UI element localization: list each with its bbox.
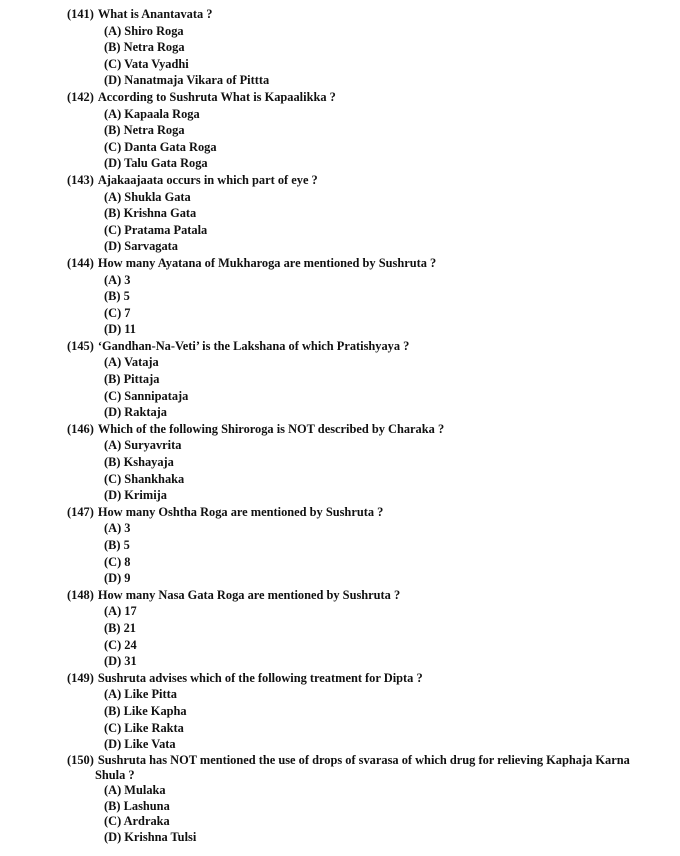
option-b: (B) Kshayaja bbox=[104, 455, 174, 470]
question-text bbox=[67, 753, 640, 783]
question-142 bbox=[0, 89, 680, 172]
question-text bbox=[67, 172, 640, 189]
option-d: (D) Krimija bbox=[104, 488, 167, 503]
question-number: (147) bbox=[67, 504, 94, 519]
option-d: (D) Krishna Tulsi bbox=[104, 829, 197, 844]
question-body: How many Nasa Gata Roga are mentioned by Sushruta ? bbox=[97, 587, 401, 602]
option-b: (B) Netra Roga bbox=[104, 40, 185, 55]
option-c: (C) Shankhaka bbox=[104, 471, 185, 486]
question-sheet bbox=[0, 6, 680, 846]
question-body: Ajakaajaata occurs in which part of eye ? bbox=[97, 172, 318, 187]
question-150 bbox=[0, 753, 680, 846]
question-text bbox=[67, 670, 640, 687]
option-b: (B) Lashuna bbox=[104, 798, 170, 813]
option-a: (A) 3 bbox=[104, 272, 131, 287]
question-145 bbox=[0, 338, 680, 421]
option-d: (D) Raktaja bbox=[104, 405, 167, 420]
question-number: (143) bbox=[67, 172, 94, 187]
option-b: (B) Krishna Gata bbox=[104, 206, 197, 221]
question-text bbox=[67, 587, 640, 604]
option-c: (C) Sannipataja bbox=[104, 388, 189, 403]
question-148 bbox=[0, 587, 680, 670]
question-body: How many Ayatana of Mukharoga are mentioned by Sushruta ? bbox=[97, 255, 437, 270]
option-b: (B) Like Kapha bbox=[104, 703, 187, 718]
option-a: (A) Like Pitta bbox=[104, 687, 177, 702]
option-d: (D) Like Vata bbox=[104, 737, 176, 752]
option-a: (A) 3 bbox=[104, 521, 131, 536]
question-text bbox=[67, 255, 640, 272]
option-c: (C) 8 bbox=[104, 554, 131, 569]
option-d: (D) 9 bbox=[104, 571, 131, 586]
question-141 bbox=[0, 6, 680, 89]
question-text bbox=[67, 421, 640, 438]
question-body: What is Anantavata ? bbox=[97, 7, 213, 21]
question-text bbox=[67, 338, 640, 355]
question-number: (145) bbox=[67, 338, 94, 353]
question-text bbox=[67, 89, 640, 106]
question-body: Which of the following Shiroroga is NOT described by Charaka ? bbox=[97, 421, 445, 436]
question-number: (142) bbox=[67, 89, 94, 104]
question-body: How many Oshtha Roga are mentioned by Sushruta ? bbox=[97, 504, 384, 519]
question-body: According to Sushruta What is Kapaalikka ? bbox=[97, 89, 336, 104]
option-b: (B) 21 bbox=[104, 620, 137, 635]
question-number: (144) bbox=[67, 255, 94, 270]
option-a: (A) Kapaala Roga bbox=[104, 106, 200, 121]
question-147 bbox=[0, 504, 680, 587]
option-a: (A) Suryavrita bbox=[104, 438, 182, 453]
option-d: (D) 11 bbox=[104, 322, 137, 337]
option-c: (C) Vata Vyadhi bbox=[104, 56, 189, 71]
question-body: ‘Gandhan-Na-Veti’ is the Lakshana of which Pratishyaya ? bbox=[97, 338, 410, 353]
question-144 bbox=[0, 255, 680, 338]
option-c: (C) Pratama Patala bbox=[104, 222, 208, 237]
option-a: (A) Shiro Roga bbox=[104, 23, 184, 38]
option-c: (C) Danta Gata Roga bbox=[104, 139, 217, 154]
option-c: (C) Ardraka bbox=[104, 814, 170, 829]
question-number: (150) bbox=[67, 752, 94, 767]
question-text bbox=[67, 504, 640, 521]
option-d: (D) Talu Gata Roga bbox=[104, 156, 208, 171]
question-text bbox=[67, 6, 640, 23]
question-body: Sushruta has NOT mentioned the use of drops of svarasa of which drug for relieving Kaphaja Karna Shula ? bbox=[95, 752, 630, 782]
option-a: (A) Mulaka bbox=[104, 783, 166, 798]
question-143 bbox=[0, 172, 680, 255]
option-b: (B) 5 bbox=[104, 289, 130, 304]
option-c: (C) 24 bbox=[104, 637, 137, 652]
option-c: (C) Like Rakta bbox=[104, 720, 184, 735]
option-d: (D) Sarvagata bbox=[104, 239, 178, 254]
question-146 bbox=[0, 421, 680, 504]
option-b: (B) 5 bbox=[104, 538, 130, 552]
question-number: (141) bbox=[67, 7, 94, 21]
question-number: (148) bbox=[67, 587, 94, 602]
option-a: (A) Shukla Gata bbox=[104, 189, 191, 204]
option-b: (B) Netra Roga bbox=[104, 123, 185, 138]
question-number: (149) bbox=[67, 670, 94, 685]
option-c: (C) 7 bbox=[104, 305, 131, 320]
option-a: (A) Vataja bbox=[104, 355, 159, 370]
question-number: (146) bbox=[67, 421, 94, 436]
option-b: (B) Pittaja bbox=[104, 372, 160, 387]
option-a: (A) 17 bbox=[104, 604, 137, 619]
question-body: Sushruta advises which of the following treatment for Dipta ? bbox=[97, 670, 423, 685]
question-149 bbox=[0, 670, 680, 753]
option-d: (D) Nanatmaja Vikara of Pittta bbox=[104, 73, 270, 88]
option-d: (D) 31 bbox=[104, 654, 137, 669]
